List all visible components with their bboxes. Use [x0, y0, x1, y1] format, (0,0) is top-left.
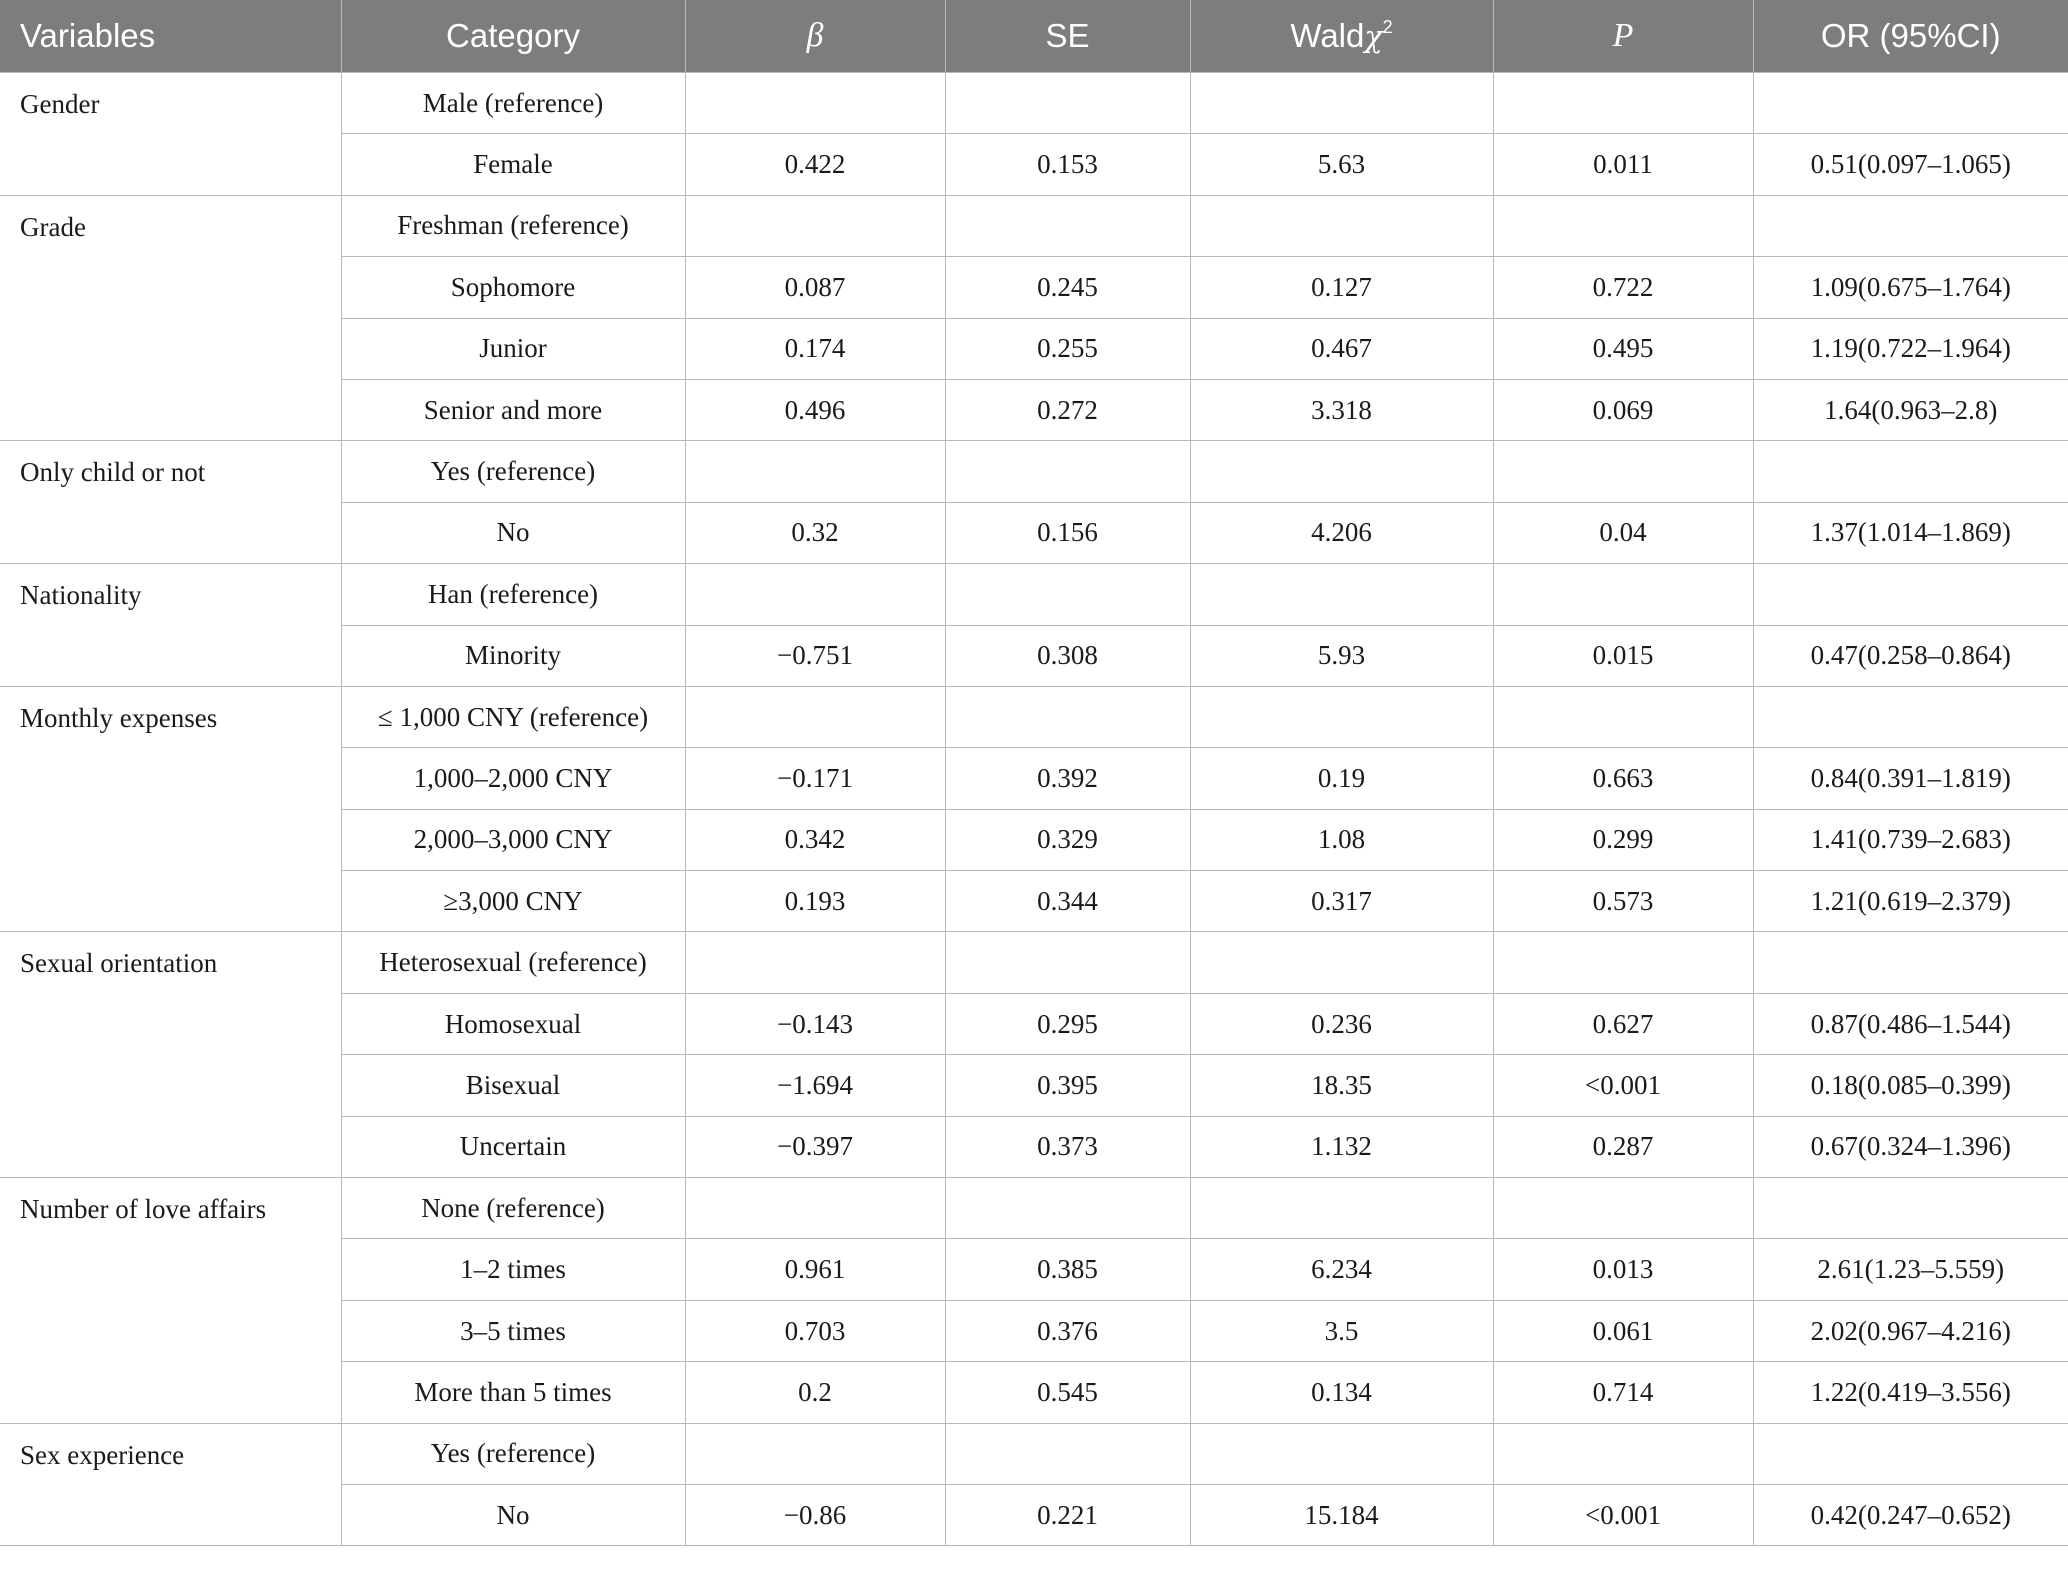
beta-cell: 0.32 — [685, 502, 945, 563]
se-cell: 0.156 — [945, 502, 1190, 563]
or-cell: 0.87(0.486–1.544) — [1753, 993, 2068, 1054]
wald-cell — [1190, 564, 1493, 625]
se-cell: 0.395 — [945, 1055, 1190, 1116]
wald-cell: 4.206 — [1190, 502, 1493, 563]
wald-cell: 5.93 — [1190, 625, 1493, 686]
p-cell: 0.061 — [1493, 1300, 1753, 1361]
header-variables: Variables — [0, 0, 341, 73]
se-cell: 0.329 — [945, 809, 1190, 870]
or-cell: 1.41(0.739–2.683) — [1753, 809, 2068, 870]
or-cell: 0.18(0.085–0.399) — [1753, 1055, 2068, 1116]
se-cell — [945, 441, 1190, 502]
header-wald-sup: 2 — [1382, 17, 1393, 37]
se-cell: 0.255 — [945, 318, 1190, 379]
beta-cell: −0.397 — [685, 1116, 945, 1177]
p-cell: 0.573 — [1493, 871, 1753, 932]
variable-cell: Grade — [0, 195, 341, 441]
category-cell: Junior — [341, 318, 685, 379]
beta-cell — [685, 932, 945, 993]
category-cell: Yes (reference) — [341, 1423, 685, 1484]
beta-cell: 0.961 — [685, 1239, 945, 1300]
beta-cell: −1.694 — [685, 1055, 945, 1116]
table-row — [0, 1178, 2068, 1239]
wald-cell — [1190, 195, 1493, 256]
beta-cell: −0.751 — [685, 625, 945, 686]
category-cell: ≥3,000 CNY — [341, 871, 685, 932]
or-cell — [1753, 195, 2068, 256]
table-row — [0, 441, 2068, 502]
beta-cell: 0.087 — [685, 257, 945, 318]
se-cell — [945, 195, 1190, 256]
category-cell: Yes (reference) — [341, 441, 685, 502]
or-cell — [1753, 73, 2068, 134]
or-cell — [1753, 564, 2068, 625]
category-cell: 3–5 times — [341, 1300, 685, 1361]
beta-cell — [685, 564, 945, 625]
category-cell: Male (reference) — [341, 73, 685, 134]
table-body — [0, 73, 2068, 1546]
beta-cell: −0.86 — [685, 1484, 945, 1545]
wald-cell: 5.63 — [1190, 134, 1493, 195]
beta-cell — [685, 195, 945, 256]
beta-cell: −0.171 — [685, 748, 945, 809]
p-cell — [1493, 73, 1753, 134]
or-cell: 0.47(0.258–0.864) — [1753, 625, 2068, 686]
p-cell — [1493, 932, 1753, 993]
wald-cell: 0.19 — [1190, 748, 1493, 809]
table-row — [0, 686, 2068, 747]
wald-cell: 0.317 — [1190, 871, 1493, 932]
or-cell: 1.21(0.619–2.379) — [1753, 871, 2068, 932]
category-cell: Sophomore — [341, 257, 685, 318]
or-cell: 0.51(0.097–1.065) — [1753, 134, 2068, 195]
variable-cell: Number of love affairs — [0, 1178, 341, 1424]
beta-cell — [685, 73, 945, 134]
wald-cell: 3.5 — [1190, 1300, 1493, 1361]
p-cell: <0.001 — [1493, 1484, 1753, 1545]
header-category: Category — [341, 0, 685, 73]
wald-cell: 1.08 — [1190, 809, 1493, 870]
wald-cell — [1190, 441, 1493, 502]
variable-cell: Nationality — [0, 564, 341, 687]
wald-cell — [1190, 932, 1493, 993]
se-cell: 0.344 — [945, 871, 1190, 932]
beta-cell — [685, 441, 945, 502]
category-cell: Freshman (reference) — [341, 195, 685, 256]
se-cell: 0.295 — [945, 993, 1190, 1054]
p-cell: 0.722 — [1493, 257, 1753, 318]
p-cell: 0.04 — [1493, 502, 1753, 563]
se-cell: 0.376 — [945, 1300, 1190, 1361]
header-se: SE — [945, 0, 1190, 73]
p-cell — [1493, 1423, 1753, 1484]
wald-cell: 1.132 — [1190, 1116, 1493, 1177]
category-cell: 2,000–3,000 CNY — [341, 809, 685, 870]
or-cell — [1753, 932, 2068, 993]
or-cell: 1.19(0.722–1.964) — [1753, 318, 2068, 379]
header-wald-prefix: Wald — [1290, 17, 1365, 54]
wald-cell — [1190, 1178, 1493, 1239]
or-cell — [1753, 1178, 2068, 1239]
beta-cell: 0.422 — [685, 134, 945, 195]
se-cell: 0.545 — [945, 1362, 1190, 1423]
category-cell: Heterosexual (reference) — [341, 932, 685, 993]
category-cell: 1–2 times — [341, 1239, 685, 1300]
or-cell — [1753, 441, 2068, 502]
category-cell: 1,000–2,000 CNY — [341, 748, 685, 809]
p-cell — [1493, 195, 1753, 256]
beta-cell: 0.174 — [685, 318, 945, 379]
se-cell: 0.221 — [945, 1484, 1190, 1545]
or-cell: 2.61(1.23–5.559) — [1753, 1239, 2068, 1300]
p-cell: 0.495 — [1493, 318, 1753, 379]
variable-cell: Monthly expenses — [0, 686, 341, 932]
p-cell — [1493, 441, 1753, 502]
p-cell: 0.287 — [1493, 1116, 1753, 1177]
wald-cell — [1190, 686, 1493, 747]
p-cell — [1493, 686, 1753, 747]
category-cell: Minority — [341, 625, 685, 686]
category-cell: Han (reference) — [341, 564, 685, 625]
or-cell: 1.22(0.419–3.556) — [1753, 1362, 2068, 1423]
beta-cell: 0.2 — [685, 1362, 945, 1423]
wald-cell — [1190, 1423, 1493, 1484]
wald-cell: 0.134 — [1190, 1362, 1493, 1423]
table-row — [0, 195, 2068, 256]
or-cell: 0.84(0.391–1.819) — [1753, 748, 2068, 809]
se-cell — [945, 686, 1190, 747]
category-cell: Senior and more — [341, 379, 685, 440]
category-cell: No — [341, 1484, 685, 1545]
variable-cell: Sex experience — [0, 1423, 341, 1546]
se-cell — [945, 1178, 1190, 1239]
category-cell: ≤ 1,000 CNY (reference) — [341, 686, 685, 747]
wald-cell: 18.35 — [1190, 1055, 1493, 1116]
or-cell: 0.67(0.324–1.396) — [1753, 1116, 2068, 1177]
beta-cell — [685, 1423, 945, 1484]
beta-cell: 0.193 — [685, 871, 945, 932]
beta-cell: 0.496 — [685, 379, 945, 440]
table-row — [0, 1423, 2068, 1484]
or-cell — [1753, 686, 2068, 747]
p-cell — [1493, 1178, 1753, 1239]
p-cell: 0.069 — [1493, 379, 1753, 440]
beta-cell: −0.143 — [685, 993, 945, 1054]
table-row — [0, 564, 2068, 625]
p-cell: 0.011 — [1493, 134, 1753, 195]
se-cell — [945, 1423, 1190, 1484]
variable-cell: Sexual orientation — [0, 932, 341, 1178]
variable-cell: Gender — [0, 73, 341, 196]
p-cell: 0.299 — [1493, 809, 1753, 870]
category-cell: More than 5 times — [341, 1362, 685, 1423]
se-cell — [945, 564, 1190, 625]
se-cell: 0.385 — [945, 1239, 1190, 1300]
p-cell: 0.627 — [1493, 993, 1753, 1054]
or-cell: 0.42(0.247–0.652) — [1753, 1484, 2068, 1545]
wald-cell: 3.318 — [1190, 379, 1493, 440]
p-cell — [1493, 564, 1753, 625]
table-row — [0, 932, 2068, 993]
header-p: P — [1493, 0, 1753, 73]
wald-cell: 0.127 — [1190, 257, 1493, 318]
or-cell: 1.09(0.675–1.764) — [1753, 257, 2068, 318]
table-header — [0, 0, 2068, 73]
wald-cell: 0.236 — [1190, 993, 1493, 1054]
se-cell: 0.392 — [945, 748, 1190, 809]
p-cell: 0.714 — [1493, 1362, 1753, 1423]
se-cell: 0.308 — [945, 625, 1190, 686]
se-cell — [945, 932, 1190, 993]
or-cell — [1753, 1423, 2068, 1484]
or-cell: 1.64(0.963–2.8) — [1753, 379, 2068, 440]
wald-cell: 15.184 — [1190, 1484, 1493, 1545]
category-cell: Bisexual — [341, 1055, 685, 1116]
category-cell: No — [341, 502, 685, 563]
p-cell: 0.663 — [1493, 748, 1753, 809]
se-cell: 0.272 — [945, 379, 1190, 440]
or-cell: 1.37(1.014–1.869) — [1753, 502, 2068, 563]
header-wald — [1190, 0, 1493, 73]
header-or: OR (95%CI) — [1753, 0, 2068, 73]
or-cell: 2.02(0.967–4.216) — [1753, 1300, 2068, 1361]
category-cell: None (reference) — [341, 1178, 685, 1239]
wald-cell — [1190, 73, 1493, 134]
se-cell: 0.245 — [945, 257, 1190, 318]
beta-cell: 0.342 — [685, 809, 945, 870]
p-cell: 0.015 — [1493, 625, 1753, 686]
category-cell: Homosexual — [341, 993, 685, 1054]
wald-cell: 0.467 — [1190, 318, 1493, 379]
header-beta: β — [685, 0, 945, 73]
beta-cell: 0.703 — [685, 1300, 945, 1361]
wald-cell: 6.234 — [1190, 1239, 1493, 1300]
beta-cell — [685, 1178, 945, 1239]
header-row — [0, 0, 2068, 73]
category-cell: Uncertain — [341, 1116, 685, 1177]
variable-cell: Only child or not — [0, 441, 341, 564]
category-cell: Female — [341, 134, 685, 195]
se-cell: 0.373 — [945, 1116, 1190, 1177]
se-cell — [945, 73, 1190, 134]
p-cell: <0.001 — [1493, 1055, 1753, 1116]
header-wald-chi: χ — [1364, 20, 1383, 55]
p-cell: 0.013 — [1493, 1239, 1753, 1300]
beta-cell — [685, 686, 945, 747]
table-row — [0, 73, 2068, 134]
se-cell: 0.153 — [945, 134, 1190, 195]
